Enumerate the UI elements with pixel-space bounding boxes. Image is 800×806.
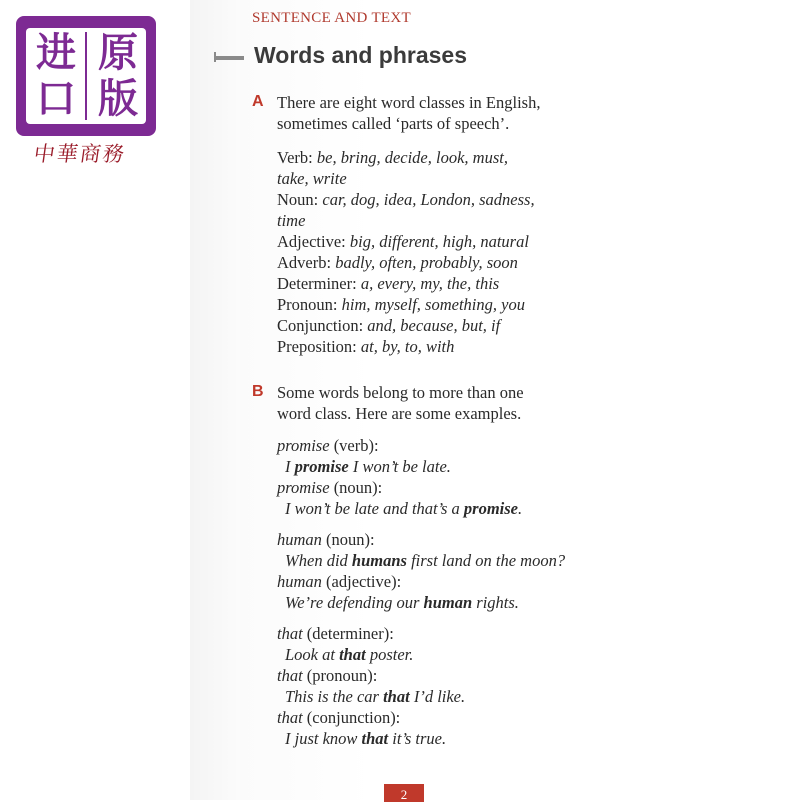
example-heading	[277, 529, 577, 550]
word-class-label: Adverb:	[277, 253, 332, 272]
word-class-label: Determiner:	[277, 274, 357, 293]
logo-subtitle: 中華商務	[32, 142, 128, 166]
sentence-text: I won’t be late.	[348, 457, 451, 476]
sentence-text: Look at	[285, 645, 340, 664]
example-class: (noun):	[321, 530, 375, 549]
sentence-text: I	[285, 457, 295, 476]
group-gap	[277, 613, 577, 623]
logo-char: 版	[98, 76, 138, 122]
running-head: SENTENCE AND TEXT	[252, 10, 411, 26]
example-word: promise	[277, 478, 330, 497]
word-class-item	[277, 147, 577, 168]
example-word: human	[277, 572, 322, 591]
example-class: (adjective):	[321, 572, 402, 591]
example-word: that	[277, 624, 303, 643]
example-list	[277, 435, 577, 749]
highlighted-word: humans	[351, 551, 407, 570]
word-class-item	[277, 315, 577, 336]
example-class: (pronoun):	[302, 666, 378, 685]
highlighted-word: human	[423, 593, 473, 612]
word-class-examples: time	[277, 211, 306, 230]
highlighted-word: that	[339, 645, 366, 664]
example-sentence	[277, 592, 577, 613]
word-class-item	[277, 168, 577, 189]
book-spine	[85, 32, 87, 120]
sentence-text: I’d like.	[409, 687, 466, 706]
word-class-label: Adjective:	[277, 232, 346, 251]
word-class-examples: at, by, to, with	[360, 337, 455, 356]
word-class-examples: take, write	[277, 169, 347, 188]
example-heading	[277, 623, 577, 644]
title-dash-icon	[216, 56, 244, 60]
word-class-label: Preposition:	[277, 337, 357, 356]
sentence-text: poster.	[365, 645, 414, 664]
example-class: (determiner):	[302, 624, 394, 643]
sentence-text: We’re defending our	[285, 593, 424, 612]
highlighted-word: promise	[294, 457, 349, 476]
word-class-item	[277, 189, 577, 210]
word-class-examples: badly, often, probably, soon	[335, 253, 518, 272]
word-class-item	[277, 231, 577, 252]
word-class-item	[277, 294, 577, 315]
word-class-examples: and, because, but, if	[367, 316, 501, 335]
sentence-text: first land on the moon?	[406, 551, 566, 570]
word-class-label: Conjunction:	[277, 316, 364, 335]
intro-line: word class. Here are some examples.	[277, 404, 522, 423]
highlighted-word: promise	[463, 499, 518, 518]
word-class-item	[277, 210, 577, 231]
example-word: that	[277, 666, 303, 685]
example-sentence	[277, 728, 577, 749]
word-class-examples: be, bring, decide, look, must,	[316, 148, 508, 167]
intro-line: Some words belong to more than one	[277, 383, 524, 402]
example-sentence	[277, 644, 577, 665]
word-class-examples: big, different, high, natural	[349, 232, 529, 251]
word-class-label: Pronoun:	[277, 295, 338, 314]
word-class-item	[277, 273, 577, 294]
highlighted-word: that	[361, 729, 389, 748]
word-class-examples: a, every, my, the, this	[360, 274, 500, 293]
example-class: (verb):	[329, 436, 379, 455]
sentence-text: I won’t be late and that’s a	[285, 499, 464, 518]
example-heading	[277, 477, 577, 498]
word-class-examples: car, dog, idea, London, sadness,	[322, 190, 535, 209]
group-gap	[277, 519, 577, 529]
example-sentence	[277, 498, 577, 519]
example-sentence	[277, 550, 577, 571]
page-number: 2	[384, 784, 424, 802]
page-title: Words and phrases	[254, 42, 468, 68]
word-class-list	[277, 147, 577, 357]
publisher-logo	[16, 16, 156, 136]
section-a-intro	[277, 92, 577, 134]
word-class-label: Noun:	[277, 190, 319, 209]
word-class-item	[277, 252, 577, 273]
example-sentence	[277, 686, 577, 707]
example-word: that	[277, 708, 303, 727]
logo-char: 原	[98, 30, 138, 76]
intro-line: There are eight word classes in English,	[277, 93, 541, 112]
logo-char: 进	[36, 30, 76, 76]
example-heading	[277, 665, 577, 686]
intro-line: sometimes called ‘parts of speech’.	[277, 114, 510, 133]
example-heading	[277, 571, 577, 592]
sentence-text: it’s true.	[388, 729, 447, 748]
example-sentence	[277, 456, 577, 477]
example-word: human	[277, 530, 322, 549]
sentence-text: .	[518, 499, 523, 518]
example-class: (conjunction):	[302, 708, 401, 727]
example-word: promise	[277, 436, 330, 455]
section-b-intro	[277, 382, 577, 424]
example-class: (noun):	[329, 478, 383, 497]
word-class-item	[277, 336, 577, 357]
sentence-text: When did	[285, 551, 352, 570]
section-a-letter: A	[252, 93, 264, 110]
book-icon	[26, 28, 146, 124]
logo-char: 口	[36, 76, 76, 122]
word-class-examples: him, myself, something, you	[341, 295, 525, 314]
example-heading	[277, 707, 577, 728]
example-heading	[277, 435, 577, 456]
highlighted-word: that	[383, 687, 410, 706]
section-b-letter: B	[252, 383, 264, 400]
word-class-label: Verb:	[277, 148, 313, 167]
sentence-text: rights.	[472, 593, 519, 612]
sentence-text: I just know	[285, 729, 362, 748]
sentence-text: This is the car	[285, 687, 384, 706]
